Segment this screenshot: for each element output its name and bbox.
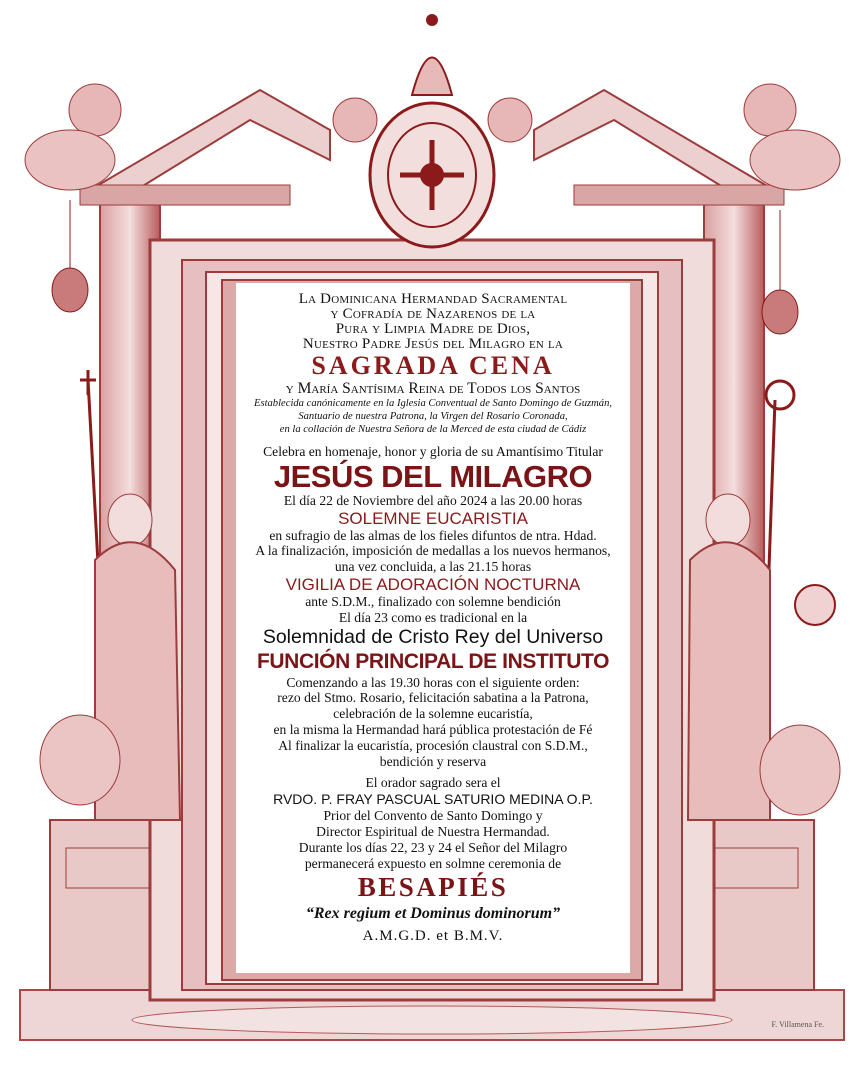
header-line-5: y María Santísima Reina de Todos los Santos: [285, 380, 581, 397]
funcion-heading: FUNCIÓN PRINCIPAL DE INSTITUTO: [256, 649, 609, 673]
establishment-line-3: en la collación de Nuestra Señora de la Merced de esta ciudad de Cádiz: [279, 424, 587, 435]
header-line-1: La Dominicana Hermandad Sacramental: [298, 291, 568, 307]
ante-line: ante S.D.M., finalizado con solemne bendición: [305, 593, 561, 609]
director-line: Director Espiritual de Nuestra Hermandad.: [316, 823, 550, 839]
solemnidad-heading: Solemnidad de Cristo Rey del Universo: [262, 625, 604, 648]
celebra-line: Celebra en homenaje, honor y gloria de su Amantísimo Titular: [263, 444, 603, 459]
establishment-line-1: Establecida canónicamente en la Iglesia Conventual de Santo Domingo de Guzmán,: [253, 398, 613, 409]
eucaristia-heading: SOLEMNE EUCARISTIA: [338, 508, 528, 528]
concluida-line: una vez concluida, a las 21.15 horas: [334, 559, 532, 575]
announcement-text: [232, 292, 634, 947]
orador-name: RVDO. P. FRAY PASCUAL SATURIO MEDINA O.P.: [273, 791, 593, 808]
header-line-3: Pura y Limpia Madre de Dios,: [335, 321, 531, 337]
title-sagrada-cena: SAGRADA CENA: [311, 351, 555, 380]
establishment-line-2: Santuario de nuestra Patrona, la Virgen del Rosario Coronada,: [298, 411, 568, 422]
orden-line-6: bendición y reserva: [379, 753, 487, 769]
header-line-4: Nuestro Padre Jesús del Milagro en la: [302, 336, 564, 352]
orden-line-1: Comenzando a las 19.30 horas con el siguiente orden:: [286, 674, 580, 690]
vigilia-heading: VIGILIA DE ADORACIÓN NOCTURNA: [285, 574, 581, 594]
sufragio-line: en sufragio de las almas de los fieles difuntos de ntra. Hdad.: [269, 527, 597, 543]
orador-intro-line: El orador sagrado sera el: [365, 775, 501, 791]
orden-line-4: en la misma la Hermandad hará pública protestación de Fé: [273, 721, 593, 737]
date-line: El día 22 de Noviembre del año 2024 a las 20.00 horas: [283, 492, 583, 508]
orden-line-5: Al finalizar la eucaristía, procesión claustral con S.D.M.,: [278, 737, 588, 753]
orden-line-2: rezo del Stmo. Rosario, felicitación sabatina a la Patrona,: [277, 690, 589, 706]
prior-line: Prior del Convento de Santo Domingo y: [323, 808, 543, 824]
amgd-line: A.M.G.D. et B.M.V.: [362, 928, 504, 945]
durante-line: Durante los días 22, 23 y 24 el Señor del Milagro: [298, 839, 568, 855]
orden-line-3: celebración de la solemne eucaristía,: [333, 706, 533, 722]
latin-motto: “Rex regium et Dominus dominorum”: [305, 905, 561, 923]
dia23-line: El día 23 como es tradicional en la: [338, 609, 528, 625]
expuesto-line: permanecerá expuesto en solmne ceremonia de: [304, 855, 562, 871]
besapies-heading: BESAPIÉS: [357, 872, 509, 903]
titular-name: JESÚS DEL MILAGRO: [273, 458, 593, 494]
header-line-2: y Cofradía de Nazarenos de la: [330, 306, 536, 322]
engraver-signature: F. Villamena Fe.: [771, 1020, 824, 1029]
finalizacion-line: A la finalización, imposición de medallas a los nuevos hermanos,: [255, 543, 611, 559]
